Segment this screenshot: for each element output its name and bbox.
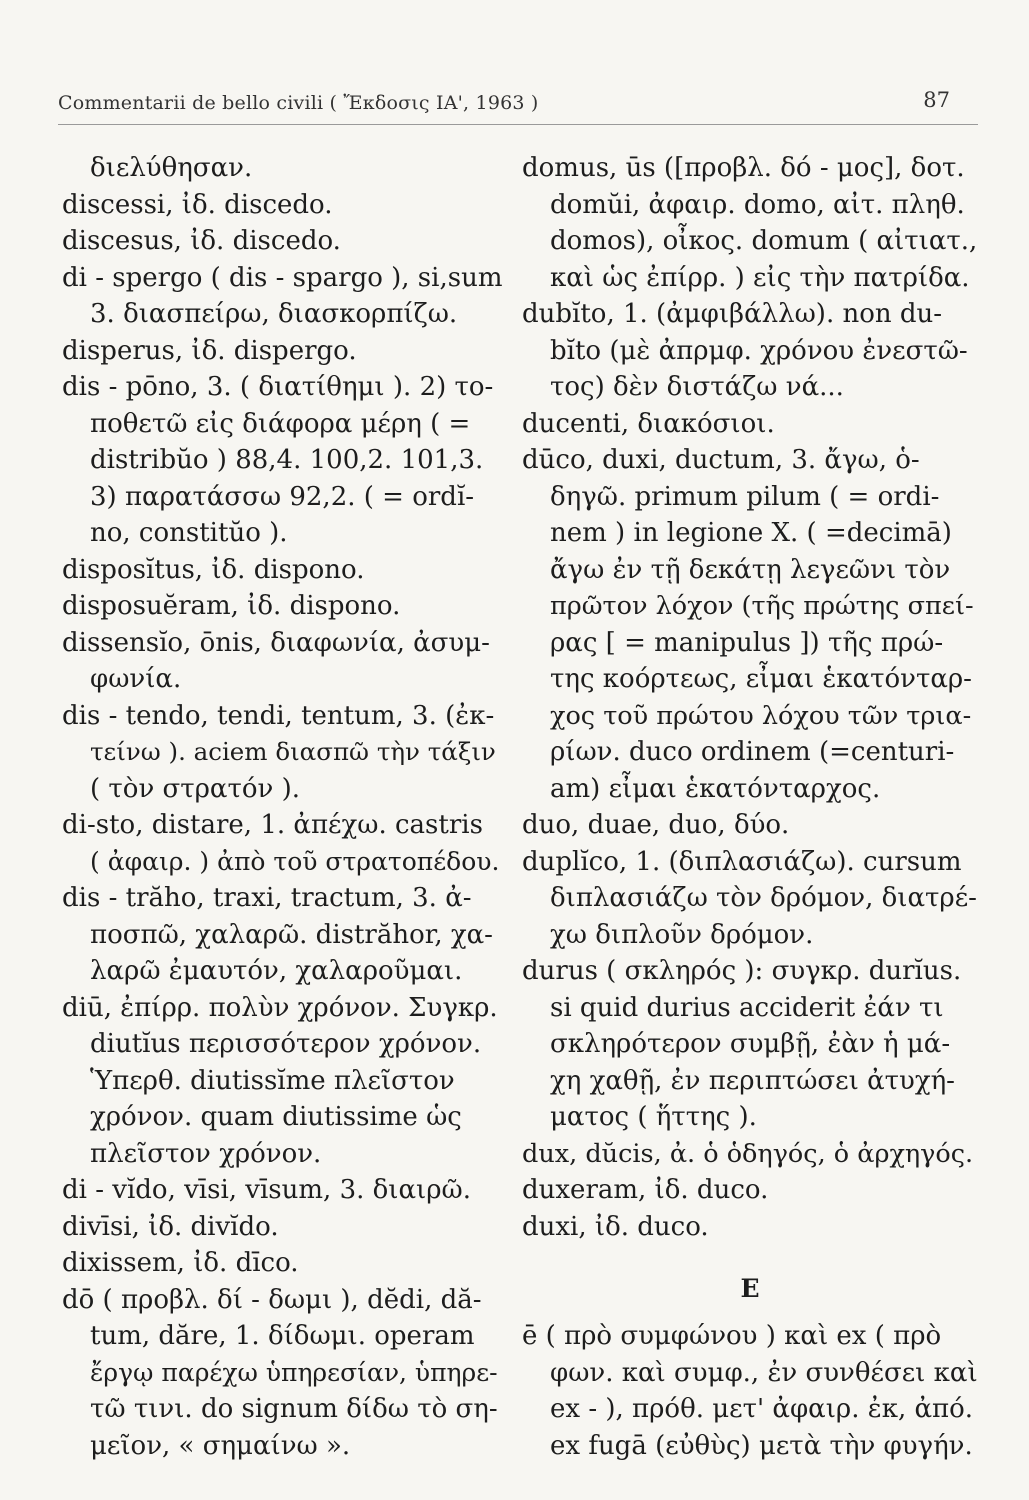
dictionary-line: disperus, ἰδ. dispergo. (62, 335, 357, 366)
dictionary-line: duxeram, ἰδ. duco. (522, 1175, 769, 1205)
dictionary-line: dūco, duxi, ductum, 3. ἄγω, ὁ- (522, 445, 920, 475)
section-letter: E (740, 1274, 760, 1303)
dictionary-line: ( τὸν στρατόν ). (90, 773, 301, 804)
dictionary-line: ρίων. duco ordinem (=centuri- (550, 737, 955, 767)
dictionary-line: χη χαθῇ, ἐν περιπτώσει ἀτυχή- (550, 1065, 955, 1096)
dictionary-line: ρας [ = manipulus ]) τῆς πρώ- (550, 627, 944, 658)
dictionary-line: dis - tendo, tendi, tentum, 3. (ἐκ- (62, 700, 495, 731)
dictionary-line: σκληρότερον συμβῇ, ἐὰν ἡ μά- (550, 1029, 951, 1059)
dictionary-line: λαρῶ ἐμαυτόν, χαλαροῦμαι. (90, 956, 463, 986)
dictionary-line: φωνία. (90, 664, 182, 694)
dictionary-line: διπλασιάζω τὸν δρόμον, διατρέ- (550, 883, 977, 913)
dictionary-line: domos), οἶκος. domum ( αἰτιατ., (550, 226, 978, 256)
dictionary-line: χρόνον. quam diutissime ὡς (90, 1102, 462, 1132)
dictionary-line: ducenti, διακόσιοι. (522, 408, 775, 439)
dictionary-line: διελύθησαν. (90, 153, 253, 183)
dictionary-line: ποσπῶ, χαλαρῶ. distrăhor, χα- (90, 919, 493, 950)
dictionary-line: disposuĕram, ἰδ. dispono. (62, 591, 401, 621)
dictionary-line: ματος ( ἥττης ). (550, 1102, 757, 1132)
right-column (522, 150, 978, 1464)
dictionary-line: disposĭtus, ἰδ. dispono. (62, 554, 365, 585)
dictionary-line: χος τοῦ πρώτου λόχου τῶν τρια- (550, 700, 972, 731)
dictionary-line: πρῶτον λόχον (τῆς πρώτης σπεί- (550, 591, 974, 621)
dictionary-line: nem ) in legione X. ( =decimā) (550, 518, 952, 548)
dictionary-line: no, constitŭo ). (90, 518, 288, 548)
dictionary-line: 3. διασπείρω, διασκορπίζω. (90, 299, 458, 329)
running-title: Commentarii de bello civili ( Ἔκδοσις ΙΑ', 1963 ) (58, 92, 539, 114)
dictionary-line: τος) δὲν διστάζω νά... (550, 372, 844, 402)
right-column-entries-e (522, 1318, 978, 1464)
dictionary-line: ex fugā (εὐθὺς) μετὰ τὴν φυγήν. (550, 1430, 973, 1461)
dictionary-line: durus ( σκληρός ): συγκρ. durĭus. (522, 956, 962, 986)
dictionary-line: dubĭto, 1. (ἀμφιβάλλω). non du- (522, 299, 943, 329)
dictionary-line: ē ( πρὸ συμφώνου ) καὶ ex ( πρὸ (522, 1321, 942, 1351)
dictionary-line: dux, dŭcis, ἀ. ὁ ὁδηγός, ὁ ἀρχηγός. (522, 1138, 974, 1169)
dictionary-line: dis - trăho, traxi, tractum, 3. ἀ- (62, 883, 472, 913)
dictionary-line: di - spergo ( dis - spargo ), si,sum (62, 262, 503, 293)
dictionary-line: duo, duae, duo, δύο. (522, 810, 790, 840)
dictionary-line: distribŭo ) 88,4. 100,2. 101,3. (90, 445, 484, 475)
dictionary-line: καὶ ὡς ἐπίρρ. ) εἰς τὴν πατρίδα. (550, 262, 970, 293)
dictionary-line: discesus, ἰδ. discedo. (62, 226, 341, 256)
page-number: 87 (923, 88, 950, 112)
dictionary-line: dissensĭo, ōnis, διαφωνία, ἀσυμ- (62, 627, 490, 658)
dictionary-line: duplĭco, 1. (διπλασιάζω). cursum (522, 846, 962, 877)
dictionary-line: δηγῶ. primum pilum ( = ordi- (550, 481, 940, 512)
dictionary-line: duxi, ἰδ. duco. (522, 1211, 709, 1242)
dictionary-line: φων. καὶ συμφ., ἐν συνθέσει καὶ (550, 1357, 978, 1388)
page-header (58, 84, 978, 125)
dictionary-line: tum, dăre, 1. δίδωμι. operam (90, 1321, 475, 1351)
dictionary-line: ποθετῶ εἰς διάφορα μέρη ( = (90, 408, 471, 439)
dictionary-line: μεῖον, « σημαίνω ». (90, 1430, 351, 1461)
dictionary-line: si quid durius acciderit ἐάν τι (550, 992, 944, 1023)
dictionary-line: di-sto, distare, 1. ἀπέχω. castris (62, 810, 483, 840)
dictionary-line: 3) παρατάσσω 92,2. ( = ordĭ- (90, 481, 475, 512)
dictionary-line: Ὑπερθ. diutissĭme πλεῖστον (90, 1065, 455, 1096)
dictionary-line: am) εἶμαι ἑκατόνταρχος. (550, 773, 881, 804)
dictionary-line: της κοόρτεως, εἶμαι ἑκατόνταρ- (550, 664, 972, 694)
dictionary-line: di - vĭdo, vīsi, vīsum, 3. διαιρῶ. (62, 1175, 471, 1205)
right-column-entries-d (522, 150, 978, 1245)
dictionary-line: domŭi, ἀφαιρ. domo, αἰτ. πληθ. (550, 189, 965, 220)
dictionary-line: ἔργῳ παρέχω ὑπηρεσίαν, ὑπηρε- (90, 1357, 498, 1387)
dictionary-line: πλεῖστον χρόνον. (90, 1138, 322, 1169)
dictionary-line: ex - ), πρόθ. μετ' ἀφαιρ. ἐκ, ἀπό. (550, 1394, 974, 1424)
dictionary-line: τείνω ). aciem διασπῶ τὴν τάξιν (90, 737, 496, 766)
dictionary-line: bĭto (μὲ ἀπρμφ. χρόνου ἐνεστῶ- (550, 335, 968, 366)
dictionary-line: ( ἀφαιρ. ) ἀπὸ τοῦ στρατοπέδου. (90, 846, 500, 876)
dictionary-line: discessi, ἰδ. discedo. (62, 189, 333, 220)
dictionary-line: χω διπλοῦν δρόμον. (550, 919, 814, 950)
dictionary-line: diutĭus περισσότερον χρόνον. (90, 1029, 482, 1059)
left-column (62, 150, 502, 1464)
dictionary-line: diū, ἐπίρρ. πολὺν χρόνον. Συγκρ. (62, 992, 498, 1023)
dictionary-line: divīsi, ἰδ. divĭdo. (62, 1211, 279, 1242)
dictionary-line: dis - pōno, 3. ( διατίθημι ). 2) το- (62, 372, 494, 402)
dictionary-line: domus, ūs ([προβλ. δό - μος], δοτ. (522, 153, 965, 183)
dictionary-line: dō ( προβλ. δί - δωμι ), dĕdi, dă- (62, 1284, 482, 1315)
dictionary-line: dixissem, ἰδ. dīco. (62, 1248, 299, 1278)
dictionary-line: ἄγω ἐν τῇ δεκάτῃ λεγεῶνι τὸν (550, 554, 951, 585)
dictionary-line: τῶ τινι. do signum δίδω τὸ ση- (90, 1394, 498, 1424)
